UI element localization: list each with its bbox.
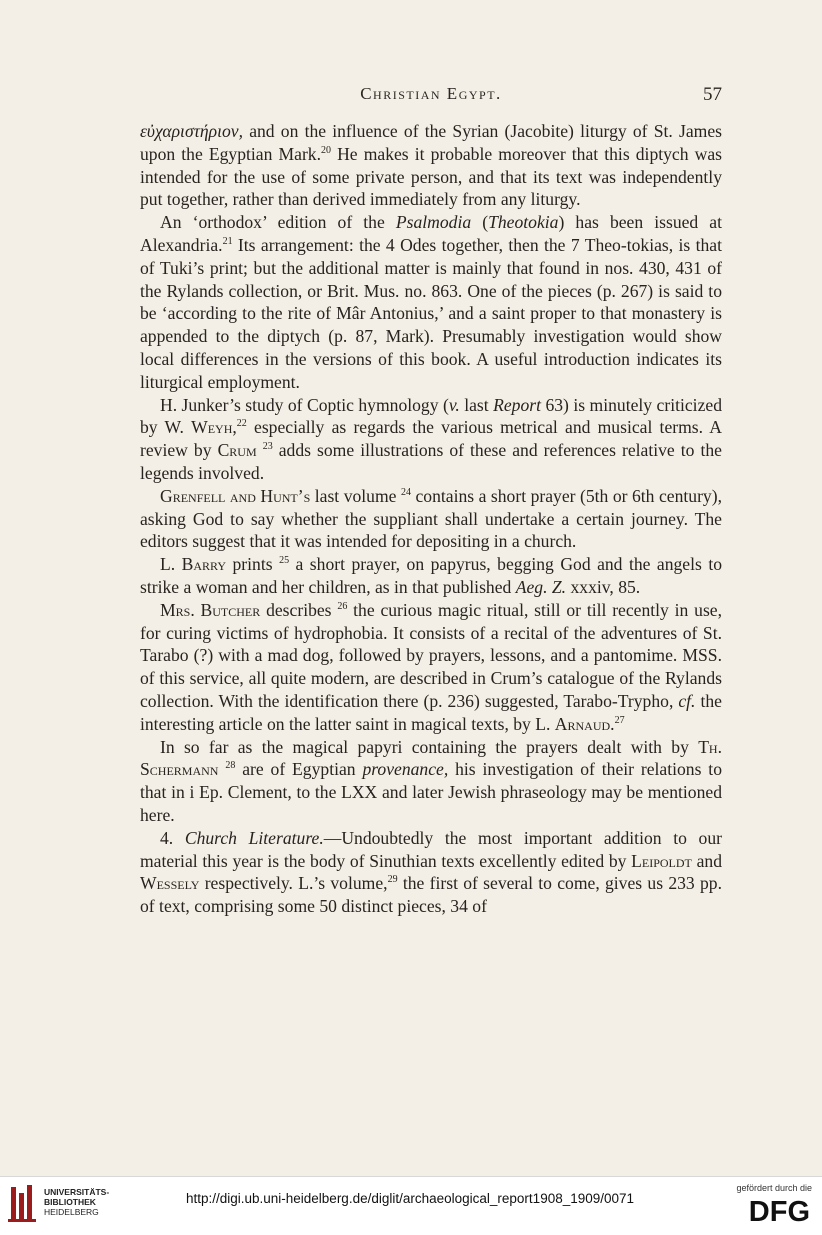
paragraph: L. Barry prints $^{25}$ a short prayer, on papyrus, begging God and the angels to strike a woman and her children, as in that published Aeg. Z. xxxiv, 85.	[140, 554, 723, 597]
permalink-url[interactable]: http://digi.ub.uni-heidelberg.de/diglit/archaeological_report1908_1909/0071	[185, 1191, 635, 1206]
paragraph: An ‘orthodox’ edition of the Psalmodia (Theotokia) has been issued at Alexandria.$^{21}$ Its arrangement: the 4 Odes together, then the 7 Theo-tokias, is that of Tuki’s print; but the additional matter is mainly that found in nos. 430, 431 of the Rylands collection, or Brit. Mus. no. 863. One of the pieces (p. 267) is said to be ‘according to the rite of Mâr Antonius,’ and a saint proper to that monastery is appended to the diptych (p. 87, Mark). Presumably investigation would show local differences in the versions of this book. A useful introduction indicates its liturgical employment.	[140, 212, 722, 392]
paragraph: H. Junker’s study of Coptic hymnology (v. last Report 63) is minutely criticized by W. Weyh,$^{22}$ especially as regards the various metrical and musical terms. A review by Crum $^{23}$ adds some illustrations of these and references relative to the legends involved.	[140, 394, 722, 483]
paragraph: Mrs. Butcher describes $^{26}$ the curious magic ritual, still or till recently in use, for curing victims of hydrophobia. It consists of a recital of the adventures of St. Tarabo (?) with a mad dog, followed by prayers, lessons, and a pantomime. MSS. of this service, all quite modern, are described in Crum’s catalogue of the Rylands collection. With the identification there (p. 236) suggested, Tarabo-Trypho, cf. the interesting article on the latter saint in magical texts, by L. Arnaud.$^{27}$	[140, 599, 722, 734]
paragraph: In so far as the magical papyri containing the prayers dealt with by Th. Schermann $^{28}$ are of Egyptian provenance, his investigation of their relations to that in i Ep. Clement, to the LXX and later Jewish phraseology may be mentioned here.	[140, 736, 722, 825]
funder-caption: gefördert durch die	[736, 1183, 812, 1193]
page-number: 57	[703, 84, 722, 105]
body-text	[140, 120, 722, 918]
page-header	[140, 84, 722, 108]
library-name-line: BIBLIOTHEK	[44, 1197, 96, 1207]
paragraph: εὐχαριστήριον, and on the influence of the Syrian (Jacobite) liturgy of St. James upon the Egyptian Mark.$^{20}$ He makes it probable moreover that this diptych was intended for the use of some private person, and that its text was independently put together, rather than derived immediately from any liturgy.	[140, 121, 722, 210]
paragraph: 4. Church Literature.—Undoubtedly the most important addition to our material this year is the body of Sinuthian texts excellently edited by Leipoldt and Wessely respectively. L.’s volume,$^{29}$ the first of several to come, gives us 233 pp. of text, comprising some 50 distinct pieces, 34 of	[140, 827, 722, 917]
paragraph: Grenfell and Hunt’s last volume $^{24}$ contains a short prayer (5th or 6th century), asking God to say whether the suppliant shall undertake a certain journey. The editors suggest that it was intended for depositing in a church.	[140, 485, 722, 552]
library-logo-icon[interactable]	[8, 1183, 38, 1223]
library-name-line: UNIVERSITÄTS-	[44, 1187, 110, 1197]
footer-bar	[0, 1176, 822, 1235]
funder-block	[726, 1183, 812, 1228]
dfg-logo-text: DFG	[748, 1196, 810, 1224]
library-name-line: HEIDELBERG	[44, 1207, 99, 1217]
dfg-logo-icon[interactable]	[732, 1196, 812, 1224]
library-name	[44, 1187, 109, 1217]
running-title: Christian Egypt.	[360, 84, 502, 103]
